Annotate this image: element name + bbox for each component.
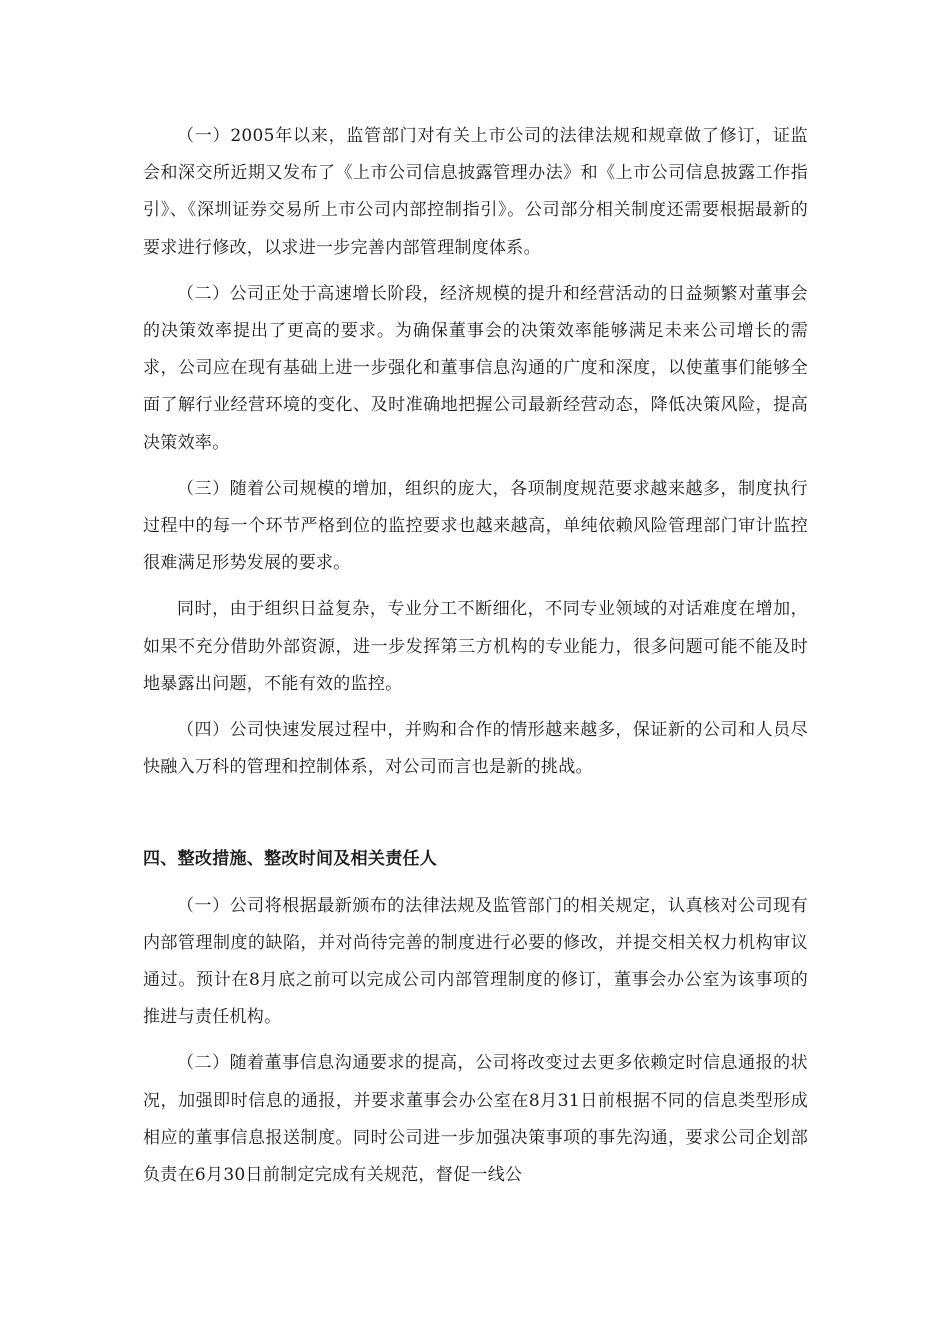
paragraph-rectification-communication: （二）随着董事信息沟通要求的提高，公司将改变过去更多依赖定时信息通报的状况，加强即时信息的通报，并要求董事会办公室在8月31日前根据不同的信息类型形成相应的董事信息报送制度。同时公司进一步加强决策事项的事先沟通，要求公司企划部负责在6月30日前制定完成有关规范，督促一线公 (143, 1053, 808, 1186)
paragraph-external-resources: 同时，由于组织日益复杂，专业分工不断细化，不同专业领域的对话难度在增加，如果不充分借助外部资源，进一步发挥第三方机构的专业能力，很多问题可能不能及时地暴露出问题，不能有效的监控。 (143, 599, 808, 694)
document-body (143, 118, 808, 1194)
paragraph-board-efficiency: （二）公司正处于高速增长阶段，经济规模的提升和经营活动的日益频繁对董事会的决策效率提出了更高的要求。为确保董事会的决策效率能够满足未来公司增长的需求，公司应在现有基础上进一步强化和董事信息沟通的广度和深度，以使董事们能够全面了解行业经营环境的变化、及时准确地把握公司最新经营动态，降低决策风险，提高决策效率。 (143, 283, 808, 453)
paragraph-rectification-rules: （一）公司将根据最新颁布的法律法规及监管部门的相关规定，认真核对公司现有内部管理制度的缺陷，并对尚待完善的制度进行必要的修改，并提交相关权力机构审议通过。预计在8月底之前可以完成公司内部管理制度的修订，董事会办公室为该事项的推进与责任机构。 (143, 895, 808, 1028)
paragraph-regulation-updates: （一）2005年以来，监管部门对有关上市公司的法律法规和规章做了修订，证监会和深交所近期又发布了《上市公司信息披露管理办法》和《上市公司信息披露工作指引》、《深圳证券交易所上市公司内部控制指引》。公司部分相关制度还需要根据最新的要求进行修改，以求进一步完善内部管理制度体系。 (143, 126, 808, 258)
paragraph-mergers-integration: （四）公司快速发展过程中，并购和合作的情形越来越多，保证新的公司和人员尽快融入万科的管理和控制体系，对公司而言也是新的挑战。 (143, 720, 808, 778)
section-heading-rectification: 四、整改措施、整改时间及相关责任人 (143, 849, 438, 870)
paragraph-scale-monitoring: （三）随着公司规模的增加，组织的庞大，各项制度规范要求越来越多，制度执行过程中的每一个环节严格到位的监控要求也越来越高，单纯依赖风险管理部门审计监控很难满足形势发展的要求。 (143, 478, 808, 574)
